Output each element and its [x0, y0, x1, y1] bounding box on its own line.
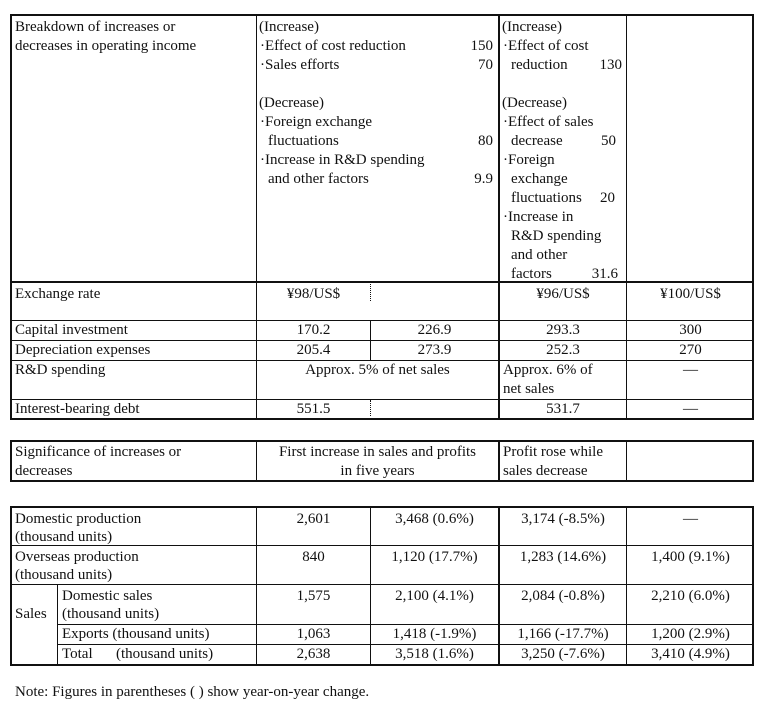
row-label-depreciation: Depreciation expenses	[15, 342, 151, 358]
row-divider	[10, 281, 754, 283]
breakdown-item: ·Increase in R&D spending	[260, 152, 425, 168]
significance-value: Profit rose while	[503, 444, 603, 460]
breakdown-item: ·Increase in	[503, 209, 574, 225]
breakdown-value: 150	[470, 38, 493, 54]
production-value: 3,468 (0.6%)	[395, 511, 474, 527]
sales-value: 2,084 (-0.8%)	[521, 588, 605, 604]
col-divider-dotted	[370, 281, 371, 301]
production-value: 2,601	[296, 511, 331, 527]
depreciation-value: 273.9	[417, 342, 452, 358]
sales-value: 1,418 (-1.9%)	[392, 626, 477, 642]
breakdown-item: fluctuations	[511, 190, 582, 206]
col-divider	[626, 440, 627, 482]
sales-value: 1,166 (-17.7%)	[517, 626, 609, 642]
capital-investment-value: 170.2	[296, 322, 331, 338]
rd-spending-value: Approx. 6% of	[503, 362, 593, 378]
production-value: —	[683, 511, 698, 527]
sales-group-label: Sales	[15, 606, 47, 622]
decrease-header: (Decrease)	[502, 95, 567, 111]
sales-value: 3,410 (4.9%)	[651, 646, 730, 662]
sales-value: 1,575	[296, 588, 331, 604]
production-value: 1,283 (14.6%)	[519, 549, 607, 565]
sales-value: 1,063	[296, 626, 331, 642]
significance-value: in five years	[340, 463, 415, 479]
increase-header: (Increase)	[502, 19, 562, 35]
rd-spending-value: —	[683, 362, 698, 378]
breakdown-item: and other	[511, 247, 568, 263]
production-value: 3,174 (-8.5%)	[521, 511, 605, 527]
sales-value: 2,638	[296, 646, 331, 662]
sales-value: 3,250 (-7.6%)	[521, 646, 605, 662]
exchange-rate-value: ¥96/US$	[536, 286, 590, 302]
footnote: Note: Figures in parentheses ( ) show year-on-year change.	[15, 684, 370, 700]
decrease-header: (Decrease)	[259, 95, 324, 111]
breakdown-item: fluctuations	[268, 133, 339, 149]
significance-value: First increase in sales and profits	[278, 444, 477, 460]
interest-debt-value: —	[683, 401, 698, 417]
breakdown-item: ·Effect of cost	[503, 38, 589, 54]
breakdown-item: ·Effect of sales	[503, 114, 594, 130]
capital-investment-value: 226.9	[417, 322, 452, 338]
breakdown-value: 80	[478, 133, 493, 149]
interest-debt-value: 531.7	[546, 401, 580, 417]
row-label-exports: Exports (thousand units)	[62, 626, 210, 642]
row-label-domestic-production: Domestic production	[15, 511, 142, 527]
sales-value: 2,210 (6.0%)	[651, 588, 730, 604]
col-divider	[498, 440, 500, 482]
breakdown-item: ·Effect of cost reduction	[260, 38, 406, 54]
breakdown-value: 31.6	[591, 266, 618, 282]
row-label-total-unit: (thousand units)	[116, 646, 214, 662]
increase-header: (Increase)	[259, 19, 319, 35]
exchange-rate-value: ¥100/US$	[660, 286, 721, 302]
breakdown-item: factors	[511, 266, 552, 282]
row-label-exchange-rate: Exchange rate	[15, 286, 101, 302]
rd-spending-value: net sales	[503, 381, 555, 397]
col-divider-dotted	[370, 400, 371, 416]
row-label-overseas-production: Overseas production	[15, 549, 139, 565]
breakdown-item: exchange	[511, 171, 568, 187]
rd-spending-value: Approx. 5% of net sales	[305, 362, 450, 378]
breakdown-label: Breakdown of increases or	[15, 19, 176, 35]
row-label-domestic-production: (thousand units)	[15, 529, 113, 545]
breakdown-value: 70	[478, 57, 493, 73]
production-value: 1,400 (9.1%)	[651, 549, 730, 565]
depreciation-value: 270	[679, 342, 702, 358]
breakdown-item: and other factors	[268, 171, 369, 187]
row-divider	[10, 584, 754, 585]
capital-investment-value: 300	[679, 322, 702, 338]
row-label-interest-debt: Interest-bearing debt	[15, 401, 140, 417]
row-label-overseas-production: (thousand units)	[15, 567, 113, 583]
significance-label: decreases	[15, 463, 73, 479]
significance-label: Significance of increases or	[15, 444, 182, 460]
sales-value: 1,200 (2.9%)	[651, 626, 730, 642]
breakdown-value: 9.9	[474, 171, 493, 187]
breakdown-value: 50	[601, 133, 616, 149]
production-value: 1,120 (17.7%)	[391, 549, 478, 565]
row-label-total: Total	[62, 646, 93, 662]
row-label-domestic-sales: (thousand units)	[62, 606, 160, 622]
production-value: 840	[302, 549, 325, 565]
breakdown-item: ·Sales efforts	[260, 57, 340, 73]
row-label-rd-spending: R&D spending	[15, 362, 106, 378]
sales-value: 2,100 (4.1%)	[395, 588, 474, 604]
breakdown-value: 130	[599, 57, 622, 73]
row-divider	[10, 545, 754, 546]
row-label-domestic-sales: Domestic sales	[62, 588, 153, 604]
interest-debt-value: 551.5	[296, 401, 331, 417]
breakdown-item: ·Foreign	[503, 152, 555, 168]
breakdown-item: R&D spending	[511, 228, 602, 244]
depreciation-value: 205.4	[296, 342, 331, 358]
breakdown-item: decrease	[511, 133, 563, 149]
breakdown-value: 20	[600, 190, 615, 206]
sales-value: 3,518 (1.6%)	[395, 646, 474, 662]
sales-divider	[57, 584, 58, 666]
exchange-rate-value: ¥98/US$	[286, 286, 341, 302]
breakdown-label: decreases in operating income	[15, 38, 197, 54]
breakdown-item: ·Foreign exchange	[260, 114, 373, 130]
significance-value: sales decrease	[503, 463, 588, 479]
depreciation-value: 252.3	[546, 342, 580, 358]
capital-investment-value: 293.3	[546, 322, 580, 338]
row-label-capital-investment: Capital investment	[15, 322, 128, 338]
breakdown-item: reduction	[511, 57, 568, 73]
